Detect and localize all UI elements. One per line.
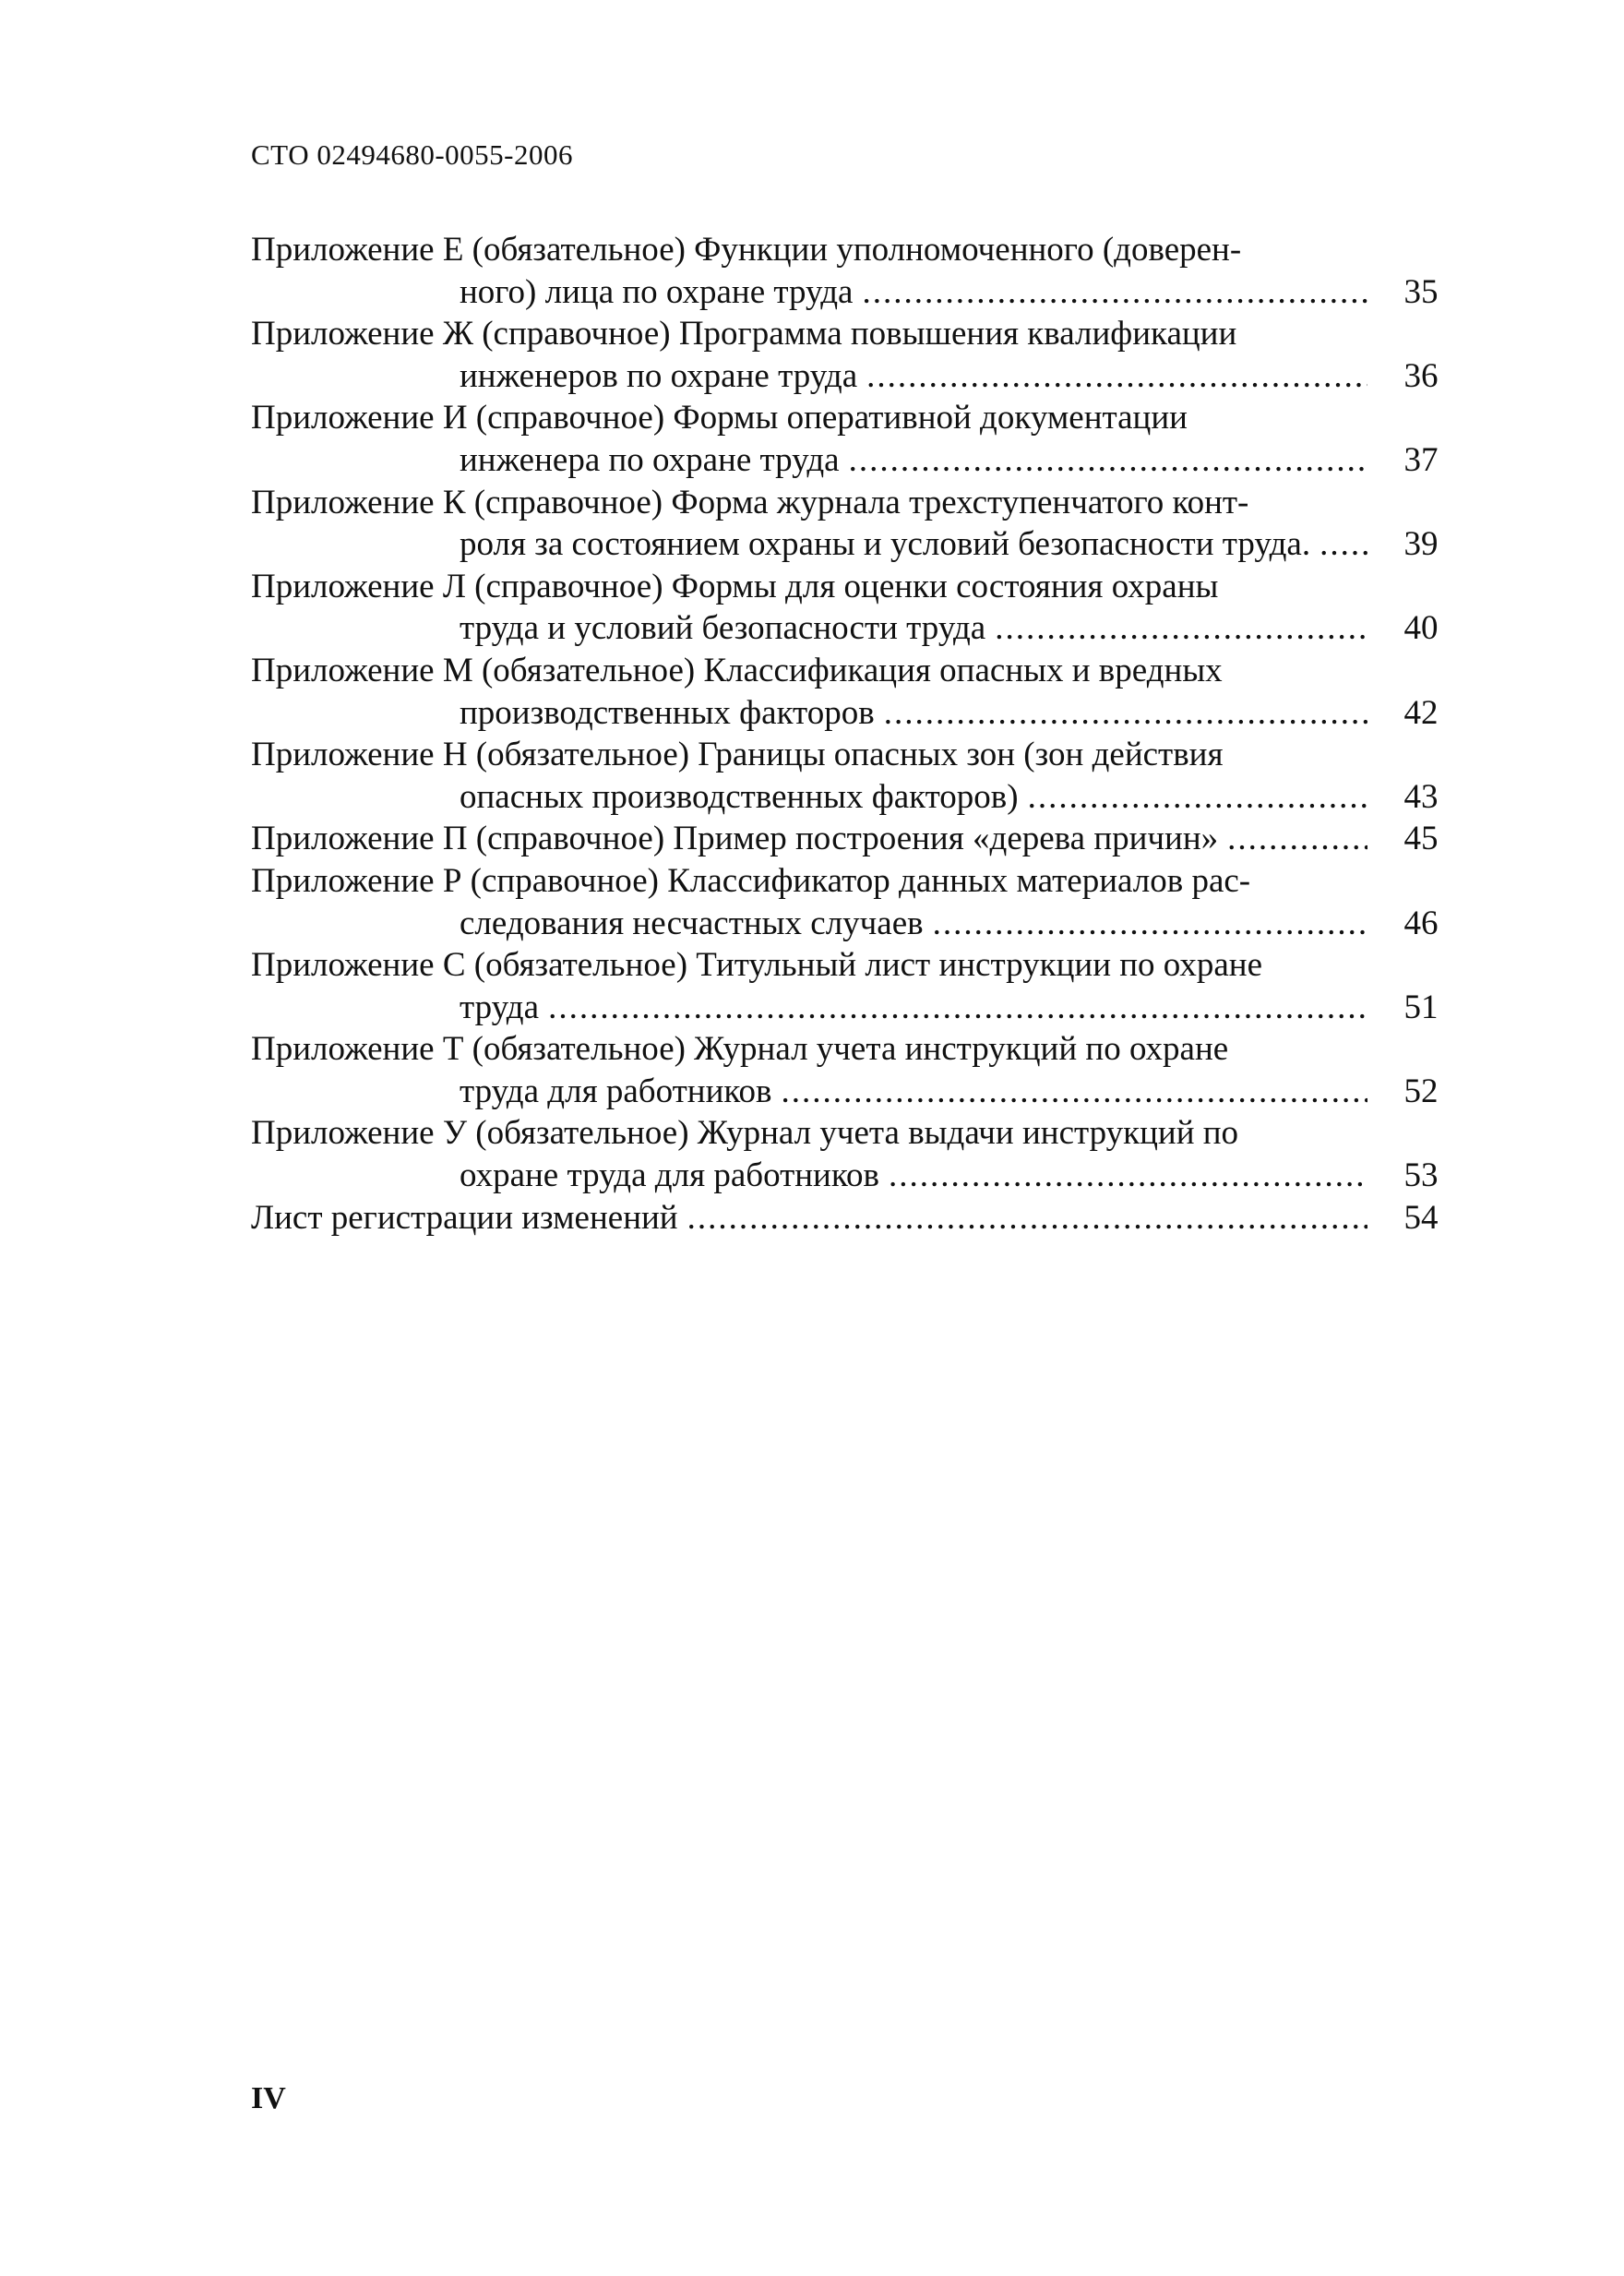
toc-entry-title-continued: труда для работников	[460, 1072, 772, 1110]
toc-entry-continuation	[251, 776, 1469, 819]
toc-entry-title: Приложение К (справочное) Форма журнала трехступенчатого конт-	[251, 483, 1249, 521]
toc-entry-title-continued: труда	[460, 988, 540, 1026]
dot-leader	[781, 1071, 1367, 1113]
toc-page-number: 51	[1403, 988, 1439, 1026]
toc-entry-title: Приложение Р (справочное) Классификатор данных материалов рас-	[251, 861, 1251, 900]
dot-leader	[1028, 776, 1367, 819]
toc-page-number: 36	[1403, 356, 1439, 395]
document-code: СТО 02494680-0055-2006	[251, 138, 573, 171]
toc-entry	[251, 734, 1469, 776]
toc-entry-title: Приложение Ж (справочное) Программа повышения квалификации	[251, 315, 1237, 353]
dot-leader	[866, 355, 1367, 398]
toc-entry-title: Приложение И (справочное) Формы оперативной документации	[251, 399, 1188, 437]
toc-entry-title: Приложение П (справочное) Пример построения «дерева причин»	[251, 820, 1219, 858]
dot-leader	[1320, 523, 1367, 566]
toc-entry-continuation	[251, 355, 1469, 398]
toc-entry-continuation	[251, 607, 1469, 650]
toc-entry-title: Приложение Е (обязательное) Функции уполномоченного (доверен-	[251, 231, 1242, 269]
dot-leader	[995, 607, 1367, 650]
toc-page-number: 39	[1403, 525, 1439, 564]
toc-entry	[251, 313, 1469, 355]
toc-entry	[251, 944, 1469, 987]
dot-leader	[862, 271, 1367, 314]
toc-entry-continuation	[251, 1155, 1469, 1197]
toc-entry	[251, 566, 1469, 608]
toc-entry-continuation	[251, 987, 1469, 1029]
dot-leader	[933, 903, 1367, 945]
toc-entry-continuation	[251, 271, 1469, 314]
toc-page-number: 43	[1403, 777, 1439, 816]
toc-entry	[251, 650, 1469, 692]
toc-page-number: 40	[1403, 609, 1439, 648]
toc-entry-title: Приложение У (обязательное) Журнал учета выдачи инструкций по	[251, 1114, 1239, 1153]
toc-page-number: 45	[1403, 820, 1439, 858]
toc-entry-continuation	[251, 523, 1469, 566]
toc-entry	[251, 397, 1469, 439]
toc-page-number: 46	[1403, 904, 1439, 942]
toc-entry-title: Приложение Л (справочное) Формы для оценки состояния охраны	[251, 567, 1219, 605]
toc-page-number: 35	[1403, 272, 1439, 311]
toc-entry-title: Приложение С (обязательное) Титульный лист инструкции по охране	[251, 946, 1263, 985]
toc-entry	[251, 482, 1469, 524]
toc-entry-title-continued: производственных факторов	[460, 693, 875, 732]
dot-leader	[889, 1155, 1367, 1197]
toc-entry-title-continued: ного) лица по охране труда	[460, 272, 854, 311]
toc-entry-title: Приложение Т (обязательное) Журнал учета инструкций по охране	[251, 1030, 1229, 1069]
toc-entry	[251, 1112, 1469, 1155]
toc-entry-continuation	[251, 439, 1469, 482]
toc-entry-continuation	[251, 1071, 1469, 1113]
toc-entry-title-continued: инженеров по охране труда	[460, 356, 858, 395]
dot-leader	[849, 439, 1367, 482]
toc-entry	[251, 818, 1469, 860]
toc-entry-title-continued: опасных производственных факторов)	[460, 777, 1019, 816]
toc-entry-title-continued: роля за состоянием охраны и условий безопасности труда.	[460, 525, 1311, 564]
dot-leader	[1227, 818, 1367, 860]
toc-entry	[251, 1197, 1469, 1240]
dot-leader	[548, 987, 1367, 1029]
dot-leader	[687, 1197, 1367, 1240]
toc-page-number: 54	[1403, 1198, 1439, 1237]
toc-entry	[251, 229, 1469, 271]
dot-leader	[884, 692, 1367, 735]
toc-page-number: 37	[1403, 440, 1439, 479]
toc-entry-title: Приложение М (обязательное) Классификация опасных и вредных	[251, 651, 1223, 689]
page-number-footer: IV	[251, 2081, 286, 2115]
toc-page-number: 53	[1403, 1156, 1439, 1195]
toc-entry-title-continued: труда и условий безопасности труда	[460, 609, 986, 648]
toc-page-number: 52	[1403, 1072, 1439, 1110]
toc-page-number: 42	[1403, 693, 1439, 732]
toc-entry-title: Лист регистрации изменений	[251, 1198, 678, 1237]
toc-entry	[251, 1028, 1469, 1071]
toc-entry-continuation	[251, 903, 1469, 945]
toc-entry-title-continued: инженера по охране труда	[460, 440, 840, 479]
toc-entry	[251, 860, 1469, 903]
toc-entry-title: Приложение Н (обязательное) Границы опасных зон (зон действия	[251, 736, 1224, 774]
table-of-contents	[251, 229, 1469, 1239]
toc-entry-title-continued: следования несчастных случаев	[460, 904, 924, 942]
toc-entry-title-continued: охране труда для работников	[460, 1156, 879, 1195]
toc-entry-continuation	[251, 692, 1469, 735]
